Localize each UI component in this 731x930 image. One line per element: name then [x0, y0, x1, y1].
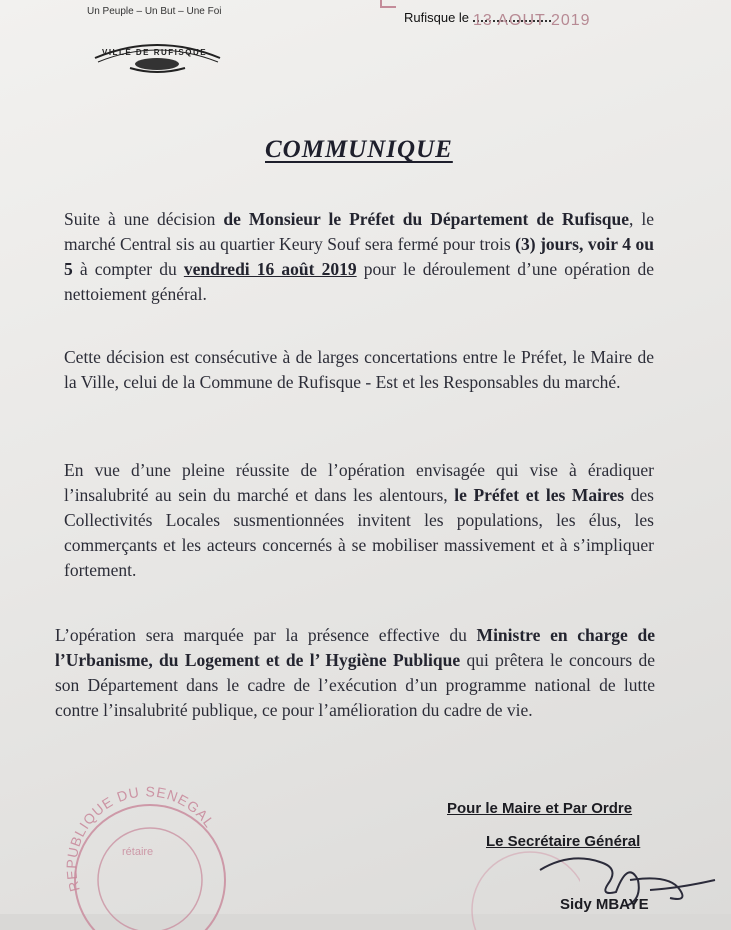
- p4-text-2: qui prêtera le concours de son Département dans le cadre de l’exécution d’un programme national de lutte contre l’insalubrité publique, ce pour l’amélioration du cadre de vie.: [55, 650, 655, 720]
- date-stamp: 13 AOUT 2019: [473, 12, 591, 29]
- seal-text: REPUBLIQUE DU SENEGAL: [63, 783, 219, 894]
- p3-text-1: En vue d’une pleine réussite de l’opération envisagée qui vise à éradiquer l’insalubrité au sein du marché et dans les alentours,: [64, 460, 654, 505]
- p4-text-1: L’opération sera marquée par la présence effective du: [55, 625, 477, 645]
- paragraph-3: [64, 458, 654, 583]
- seal-inner-text: rétaire: [122, 846, 154, 858]
- document-title: COMMUNIQUE: [265, 136, 453, 163]
- signatory-name: Sidy MBAYE: [560, 896, 649, 913]
- svg-text:REPUBLIQUE DU SENEGAL: [63, 783, 218, 893]
- p3-bold-1: le Préfet et les Maires: [454, 485, 625, 505]
- national-motto: Un Peuple – Un But – Une Foi: [87, 6, 222, 17]
- signature-line-1: Pour le Maire et Par Ordre: [447, 800, 633, 817]
- official-seal: [50, 770, 240, 930]
- stamp-edge: [380, 0, 396, 8]
- paragraph-2: Cette décision est consécutive à de larges concertations entre le Préfet, le Maire de la Ville, celui de la Commune de Rufisque - Est et les Responsables du marché.: [64, 347, 654, 392]
- p1-text-4: pour le déroulement d’une opération de nettoiement général.: [64, 259, 655, 304]
- p1-bold-1: de Monsieur le Préfet du Département de Rufisque: [223, 209, 629, 229]
- signature-line-2: Le Secrétaire Général: [486, 833, 641, 850]
- place-label: Rufisque le: [404, 10, 470, 25]
- logo-lettering: VILLE DE RUFISQUE: [102, 48, 208, 57]
- p1-text-2: , le marché Central sis au quartier Keury Souf sera fermé pour trois: [64, 209, 655, 254]
- paragraph-4: [55, 623, 655, 723]
- p4-bold-1: Ministre en charge de l’Urbanisme, du Logement et de l’ Hygiène Publique: [55, 625, 655, 670]
- p1-date-underlined: vendredi 16 août 2019: [183, 259, 357, 279]
- p1-text-3: à compter du: [72, 259, 184, 279]
- p1-bold-2: (3) jours, voir 4 ou 5: [64, 234, 654, 279]
- city-logo: [90, 36, 225, 76]
- p3-text-2: des Collectivités Locales susmentionnées invitent les populations, les élus, les commerçants et les acteurs concernés à se mobiliser massivement et à s’impliquer fortement.: [64, 485, 654, 580]
- p1-text-1: Suite à une décision: [64, 209, 224, 229]
- paragraph-1: [64, 207, 654, 307]
